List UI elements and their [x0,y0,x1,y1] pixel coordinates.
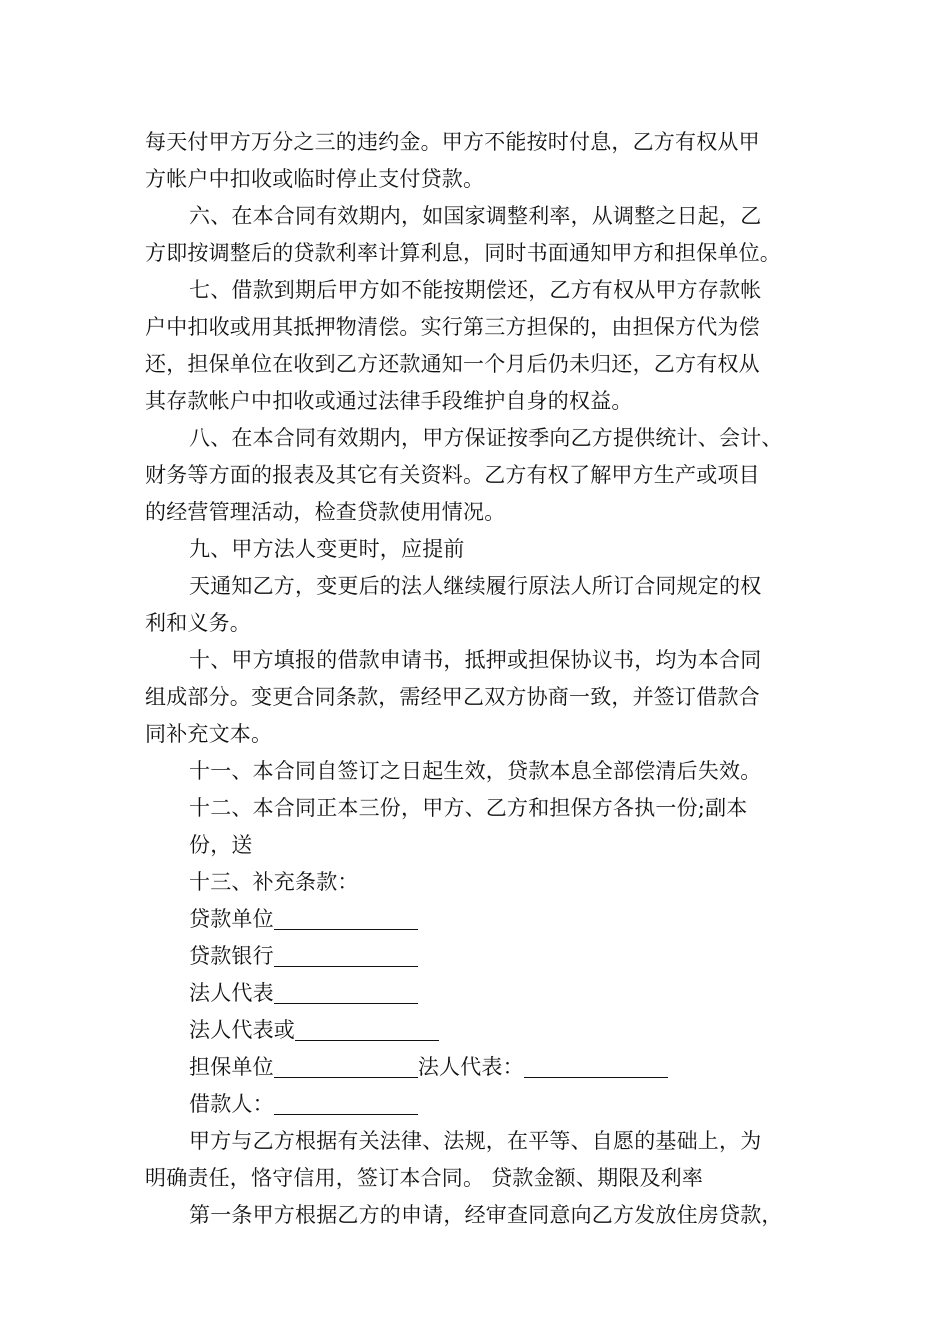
paragraph-line: 还，担保单位在收到乙方还款通知一个月后仍未归还，乙方有权从 [145,352,760,376]
legal-rep-field [145,975,815,1012]
contract-text [145,124,815,1234]
paragraph-line: 天通知乙方，变更后的法人继续履行原法人所订合同规定的权 [189,574,762,598]
paragraph-line: 方帐户中扣收或临时停止支付贷款。 [145,167,485,191]
clause-11-line: 十一、本合同自签订之日起生效，贷款本息全部偿清后失效。 [189,759,762,783]
clause-13-line: 十三、补充条款： [189,870,359,894]
clause-9-line: 九、甲方法人变更时，应提前 [189,537,465,561]
paragraph-line: 户中扣收或用其抵押物清偿。实行第三方担保的，由担保方代为偿 [145,315,760,339]
paragraph-line: 方即按调整后的贷款利率计算利息，同时书面通知甲方和担保单位。 [145,241,781,265]
clause-10-line: 十、甲方填报的借款申请书，抵押或担保协议书，均为本合同 [189,648,762,672]
paragraph-line: 利和义务。 [145,611,251,635]
guarantor-legal-rep-label: 法人代表： [417,1055,524,1079]
guarantor-unit-blank [274,1076,418,1078]
clause-8-line: 八、在本合同有效期内，甲方保证按季向乙方提供统计、会计、 [189,426,783,450]
preamble-line: 甲方与乙方根据有关法律、法规，在平等、自愿的基础上，为 [189,1129,762,1153]
legal-rep-or-blank [295,1039,439,1041]
paragraph-line: 其存款帐户中扣收或通过法律手段维护自身的权益。 [145,389,633,413]
article-1-line: 第一条甲方根据乙方的申请，经审查同意向乙方发放住房贷款， [189,1203,783,1227]
borrower-field [145,1086,815,1123]
loan-unit-label: 贷款单位 [189,907,274,931]
loan-bank-label: 贷款银行 [189,944,274,968]
paragraph-line: 的经营管理活动，检查贷款使用情况。 [145,500,506,524]
clause-6-line: 六、在本合同有效期内，如国家调整利率，从调整之日起，乙 [189,204,762,228]
paragraph-line: 组成部分。变更合同条款，需经甲乙双方协商一致，并签订借款合 [145,685,760,709]
paragraph-line: 同补充文本。 [145,722,273,746]
legal-rep-blank [274,1002,418,1004]
paragraph-line: 每天付甲方万分之三的违约金。甲方不能按时付息，乙方有权从甲 [145,130,760,154]
guarantor-field [145,1049,815,1086]
loan-unit-blank [274,928,418,930]
clause-7-line: 七、借款到期后甲方如不能按期偿还，乙方有权从甲方存款帐 [189,278,762,302]
clause-12-line: 十二、本合同正本三份，甲方、乙方和担保方各执一份;副本 [189,796,748,820]
borrower-blank [274,1113,418,1115]
legal-rep-or-label: 法人代表或 [189,1018,295,1042]
guarantor-unit-label: 担保单位 [189,1055,274,1079]
guarantor-legal-rep-blank [524,1076,668,1078]
paragraph-line: 财务等方面的报表及其它有关资料。乙方有权了解甲方生产或项目 [145,463,760,487]
paragraph-line: 份，送 [189,833,253,857]
borrower-label: 借款人： [189,1092,274,1116]
legal-rep-or-field [145,1012,815,1049]
preamble-line: 明确责任，恪守信用，签订本合同。 贷款金额、期限及利率 [145,1166,704,1190]
loan-bank-blank [274,965,418,967]
loan-unit-field [145,901,815,938]
legal-rep-label: 法人代表 [189,981,274,1005]
loan-bank-field [145,938,815,975]
